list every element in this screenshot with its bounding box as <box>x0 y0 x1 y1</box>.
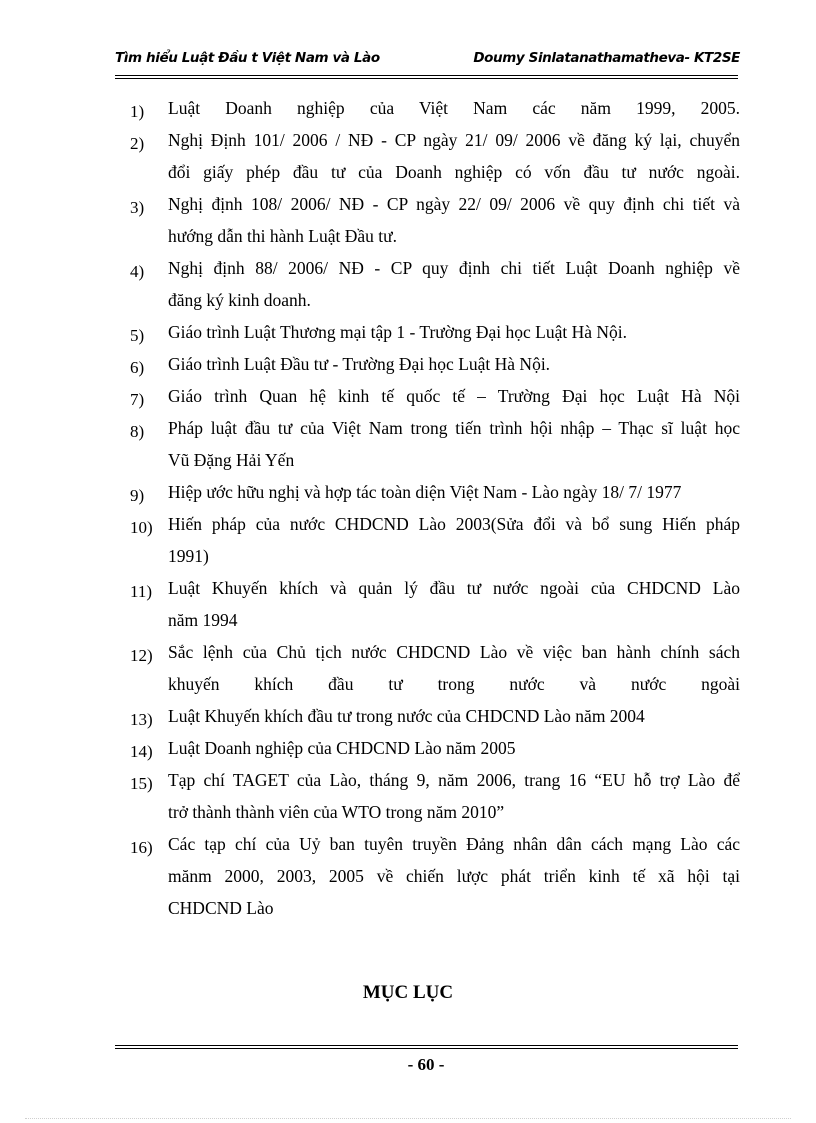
reference-text: đổi giấy phép đầu tư của Doanh nghiệp có vốn đầu tư nước ngoài. <box>168 162 740 182</box>
reference-item <box>130 476 740 508</box>
reference-item <box>130 764 740 828</box>
reference-text: mănm 2000, 2003, 2005 về chiến lược phát triển kinh tế xã hội tại <box>168 866 740 886</box>
reference-number: 3) <box>130 198 145 217</box>
reference-item <box>130 828 740 924</box>
reference-number: 6) <box>130 358 145 377</box>
reference-number: 9) <box>130 486 145 505</box>
reference-item <box>130 124 740 188</box>
reference-number: 14) <box>130 742 153 761</box>
reference-item <box>130 252 740 316</box>
reference-text: đăng ký kinh doanh. <box>168 290 311 310</box>
reference-number: 10) <box>130 518 153 537</box>
reference-number: 8) <box>130 422 145 441</box>
reference-text: Sắc lệnh của Chủ tịch nước CHDCND Lào về việc ban hành chính sách <box>168 642 740 662</box>
header-title: Tìm hiểu Luật Đầu t Việt Nam và Lào <box>115 50 380 66</box>
reference-item <box>130 92 740 124</box>
reference-text: khuyến khích đầu tư trong nước và nước ngoài <box>168 674 740 694</box>
header-rule-top <box>115 75 738 76</box>
reference-number: 13) <box>130 710 153 729</box>
reference-text: Nghị định 88/ 2006/ NĐ - CP quy định chi tiết Luật Doanh nghiệp về <box>168 258 740 278</box>
reference-text: Pháp luật đầu tư của Việt Nam trong tiến trình hội nhập – Thạc sĩ luật học <box>168 418 740 438</box>
reference-text: Hiệp ước hữu nghị và hợp tác toàn diện Việt Nam - Lào ngày 18/ 7/ 1977 <box>168 482 682 502</box>
reference-number: 1) <box>130 102 145 121</box>
reference-text: Giáo trình Luật Đầu tư - Trường Đại học Luật Hà Nội. <box>168 354 551 374</box>
reference-text: Luật Doanh nghiệp của Việt Nam các năm 1999, 2005. <box>168 98 740 118</box>
reference-text: Vũ Đặng Hải Yến <box>168 450 295 470</box>
reference-text: Luật Khuyến khích đầu tư trong nước của CHDCND Lào năm 2004 <box>168 706 645 726</box>
reference-text: Giáo trình Luật Thương mại tập 1 - Trường Đại học Luật Hà Nội. <box>168 322 628 342</box>
reference-text: Giáo trình Quan hệ kinh tế quốc tế – Trường Đại học Luật Hà Nội <box>168 386 740 406</box>
reference-number: 16) <box>130 838 153 857</box>
reference-number: 15) <box>130 774 153 793</box>
reference-item <box>130 380 740 412</box>
reference-text: Nghị Định 101/ 2006 / NĐ - CP ngày 21/ 09/ 2006 về đăng ký lại, chuyển <box>168 130 740 150</box>
reference-text: CHDCND Lào <box>168 898 274 918</box>
reference-item <box>130 348 740 380</box>
reference-number: 2) <box>130 134 145 153</box>
reference-text: trở thành thành viên của WTO trong năm 2010” <box>168 802 505 822</box>
reference-text: Hiến pháp của nước CHDCND Lào 2003(Sửa đổi và bổ sung Hiến pháp <box>168 514 740 534</box>
reference-number: 12) <box>130 646 153 665</box>
footer-rule-bottom <box>115 1048 738 1049</box>
reference-item <box>130 188 740 252</box>
reference-item <box>130 508 740 572</box>
reference-number: 5) <box>130 326 145 345</box>
reference-number: 11) <box>130 582 153 601</box>
reference-text: Nghị định 108/ 2006/ NĐ - CP ngày 22/ 09/ 2006 về quy định chi tiết và <box>168 194 740 214</box>
toc-title: MỤC LỤC <box>362 982 454 1003</box>
page-header <box>115 48 740 70</box>
reference-number: 7) <box>130 390 145 409</box>
header-rule-bottom <box>115 78 738 79</box>
reference-item <box>130 572 740 636</box>
reference-text: Luật Khuyến khích và quản lý đầu tư nước ngoài của CHDCND Lào <box>168 578 740 598</box>
reference-item <box>130 412 740 476</box>
page-number: - 60 - <box>407 1055 445 1074</box>
reference-item <box>130 700 740 732</box>
reference-text: Luật Doanh nghiệp của CHDCND Lào năm 2005 <box>168 738 516 758</box>
reference-list <box>130 92 740 924</box>
footer-rule-top <box>115 1045 738 1046</box>
reference-text: hướng dẫn thi hành Luật Đầu tư. <box>168 226 397 246</box>
reference-item <box>130 636 740 700</box>
reference-item <box>130 732 740 764</box>
reference-text: năm 1994 <box>168 610 238 630</box>
reference-item <box>130 316 740 348</box>
reference-text: 1991) <box>168 546 209 566</box>
reference-text: Tạp chí TAGET của Lào, tháng 9, năm 2006, trang 16 “EU hỗ trợ Lào để <box>168 770 740 790</box>
reference-number: 4) <box>130 262 145 281</box>
reference-text: Các tạp chí của Uỷ ban tuyên truyền Đảng nhân dân cách mạng Lào các <box>168 834 740 854</box>
header-author: Doumy Sinlatanathamatheva- KT2SE <box>473 50 740 66</box>
page-edge-divider <box>25 1118 791 1119</box>
